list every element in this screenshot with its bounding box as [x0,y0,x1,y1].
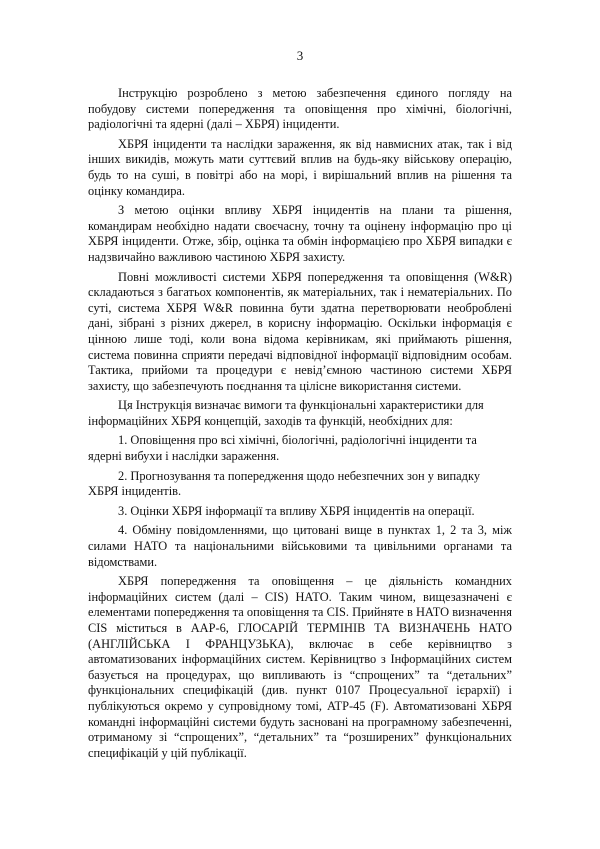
paragraph-cis: ХБРЯ попередження та оповіщення – це діяльність командних інформаційних систем (далі – CIS) НАТО. Таким чином, вищезазначені є елементами попередження та оповіщення та CIS. Прийняте в НАТО визначення CIS міститься в AAP-6, ГЛОСАРІЙ ТЕРМІНІВ ТА ВИЗНАЧЕНЬ НАТО (АНГЛІЙСЬКА І ФРАНЦУЗЬКА), включає в себе керівництво з автоматизованих інформаційних систем. Керівництво з Інформаційних систем базується на процедурах, що випливають із “спрощених” та “детальних” функціональних специфікацій (див. пункт 0107 Процесуальної ієрархії) і публікуються окремо у супровідному томі, ATP-45 (F). Автоматизовані ХБРЯ командні інформаційні системи будуть засновані на програмному забезпеченні, отриманому зі “спрощених”, “детальних” та “розширених” функціональних специфікацій у цій публікації. [88,574,512,760]
list-item-4: 4. Обміну повідомленнями, що цитовані вище в пунктах 1, 2 та 3, між силами НАТО та національними військовими та цивільними органами та відомствами. [88,523,512,569]
document-body [88,86,512,765]
paragraph-assessment: З метою оцінки впливу ХБРЯ інцидентів на плани та рішення, командирам необхідно надати своєчасну, точну та оцінену інформацію про ці ХБРЯ інциденти. Отже, збір, оцінка та обмін інформацією про ХБРЯ випадки є надзвичайно важливою частиною ХБРЯ захисту. [88,203,512,264]
page-number: 3 [296,48,304,63]
paragraph-cbrn-impact: ХБРЯ інциденти та наслідки зараження, як від навмисних атак, так і від інших викидів, можуть мати суттєвий вплив на будь-яку військову операцію, будь то на суші, в повітрі або на морі, і вирішальний вплив на рішення та оцінку командира. [88,136,512,198]
list-item-2: 2. Прогнозування та попередження щодо небезпечних зон у випадку ХБРЯ інцидентів. [88,468,481,499]
paragraph-requirements-intro: Ця Інструкція визначає вимоги та функціональні характеристики для інформаційних ХБРЯ концепцій, заходів та функцій, необхідних для: [88,398,484,428]
paragraph-purpose: Інструкцію розроблено з метою забезпечення єдиного погляду на побудову системи попередження та оповіщення про хімічні, біологічні, радіологічні та ядерні (далі – ХБРЯ) інциденти. [88,86,512,132]
list-item-1: 1. Оповіщення про всі хімічні, біологічні, радіологічні інциденти та ядерні вибухи і наслідки зараження. [88,433,477,464]
list-item-3: 3. Оцінки ХБРЯ інформації та впливу ХБРЯ інцидентів на операції. [118,503,475,518]
paragraph-wr-capabilities: Повні можливості системи ХБРЯ попередження та оповіщення (W&R) складаються з багатьох компонентів, як матеріальних, так і нематеріальних. По суті, система ХБРЯ W&R повинна бути здатна перетворювати необроблені дані, зібрані з різних джерел, в корисну інформацію. Оскільки інформація є цінною лише тоді, коли вона відома керівникам, які приймають рішення, система повинна сприяти передачі відповідної інформації відповідним особам. Тактика, прийоми та процедури є невід’ємною частиною системи ХБРЯ захисту, що забезпечують поєднання та цілісне використання системи. [88,269,512,393]
